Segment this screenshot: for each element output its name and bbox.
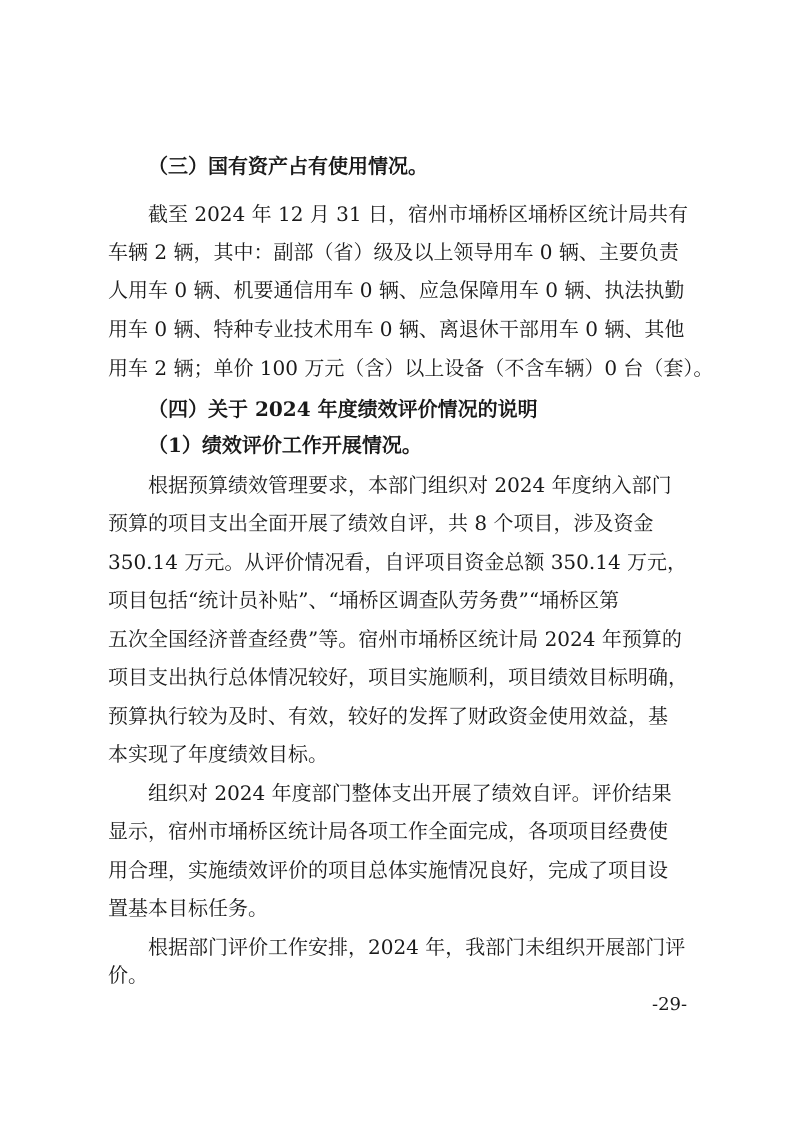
paragraph-2-line-4: 置基本目标任务。 [108,896,268,920]
section-4-heading: （四）关于 2024 年度绩效评价情况的说明 [148,397,538,421]
paragraph-3-line-2: 价。 [108,963,148,987]
section-3-heading: （三）国有资产占有使用情况。 [148,154,428,178]
paragraph-1-line-2: 预算的项目支出全面开展了绩效自评，共 8 个项目，涉及资金 [108,511,654,535]
page-number: -29- [652,994,688,1015]
paragraph-1-line-5: 五次全国经济普查经费”等。宿州市埇桥区统计局 2024 年预算的 [108,627,682,651]
paragraph-1-line-7: 预算执行较为及时、有效，较好的发挥了财政资金使用效益，基 [108,704,668,728]
paragraph-1-line-4: 项目包括“统计员补贴”、“埇桥区调查队劳务费”“埇桥区第 [108,588,620,612]
section-3-line-3: 人用车 0 辆、机要通信用车 0 辆、应急保障用车 0 辆、执法执勤 [108,278,685,302]
paragraph-2-line-1: 组织对 2024 年度部门整体支出开展了绩效自评。评价结果 [148,781,672,805]
paragraph-3-line-1: 根据部门评价工作安排，2024 年，我部门未组织开展部门评 [148,935,686,959]
section-4-subheading: （1）绩效评价工作开展情况。 [148,433,422,457]
paragraph-1-line-1: 根据预算绩效管理要求，本部门组织对 2024 年度纳入部门 [148,473,672,497]
section-3-line-5: 用车 2 辆；单价 100 万元（含）以上设备（不含车辆）0 台（套）。 [108,356,714,380]
paragraph-2-line-3: 用合理，实施绩效评价的项目总体实施情况良好，完成了项目设 [108,858,668,882]
paragraph-1-line-6: 项目支出执行总体情况较好，项目实施顺利，项目绩效目标明确， [108,665,688,689]
section-3-line-4: 用车 0 辆、特种专业技术用车 0 辆、离退休干部用车 0 辆、其他 [108,317,685,341]
paragraph-1-line-3: 350.14 万元。从评价情况看，自评项目资金总额 350.14 万元， [108,550,688,574]
paragraph-2-line-2: 显示，宿州市埇桥区统计局各项工作全面完成，各项项目经费使 [108,819,668,843]
section-3-line-2: 车辆 2 辆，其中：副部（省）级及以上领导用车 0 辆、主要负责 [108,240,679,264]
paragraph-1-line-8: 本实现了年度绩效目标。 [108,742,328,766]
section-3-line-1: 截至 2024 年 12 月 31 日，宿州市埇桥区埇桥区统计局共有 [148,202,688,226]
